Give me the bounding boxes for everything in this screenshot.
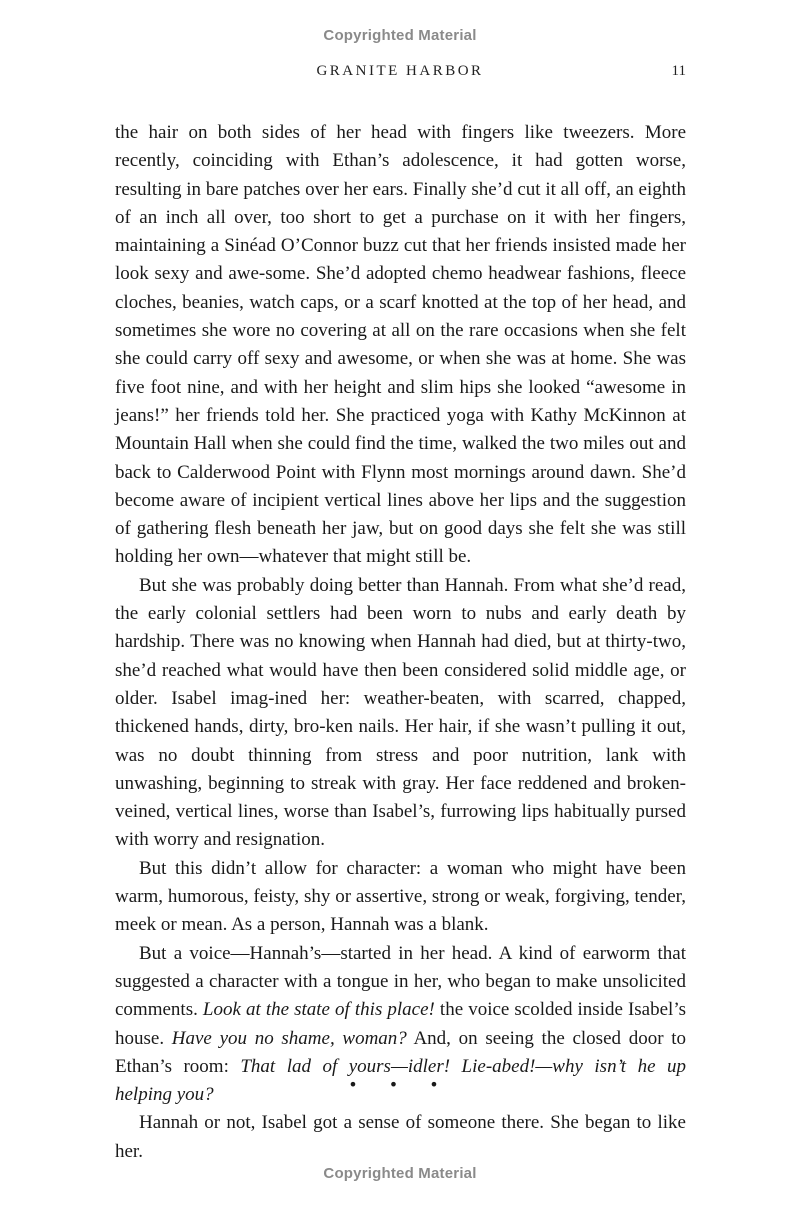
text-run: the voice scolded inside Isabel’s house. bbox=[115, 999, 687, 1049]
text-run: But a voice—Hannah’s—started in her head. A kind of earworm that suggested a character with a tongue in her, who began to make unsolicited comments. bbox=[115, 942, 686, 1021]
paragraph bbox=[115, 572, 686, 855]
text-run: Hannah or not, Isabel got a sense of someone there. She began to like her. bbox=[115, 1112, 686, 1162]
body-text bbox=[115, 119, 686, 1166]
running-head-title: GRANITE HARBOR bbox=[316, 63, 484, 79]
text-run: the hair on both sides of her head with fingers like tweezers. More recently, coinciding with Ethan’s adolescence, it had gotten worse, resulting in bare patches over her ears. Finally she’d cut it all off, an eighth of an inch all over, too short to get a purchase on it with her fingers, maintaining a Sinéad O’Connor buzz cut that her friends insisted made her look sexy and awe-some. She’d adopted chemo headwear fashions, fleece cloches, beanies, watch caps, or a scarf knotted at the top of her head, and sometimes she wore no covering at all on the rare occasions when she felt she could carry off sexy and awesome, or when she was at home. She was five foot nine, and with her height and slim hips she looked “awesome in jeans!” her friends told her. She practiced yoga with Kathy McKinnon at Mountain Hall when she could find the time, walked the two miles out and back to Calderwood Point with Flynn most mornings around dawn. She’d become aware of incipient vertical lines above her lips and the suggestion of gathering flesh beneath her jaw, but on good days she felt she was still holding her own—whatever that might still be. bbox=[115, 122, 686, 568]
section-break-dots: • • • bbox=[348, 1075, 452, 1094]
italic-text-run: That lad of yours—idler! Lie-abed!—why isn’t he up helping you? bbox=[115, 1055, 686, 1106]
italic-text-run: Have you no shame, woman? bbox=[171, 1027, 407, 1049]
page-number: 11 bbox=[671, 63, 686, 79]
copyright-watermark-top: Copyrighted Material bbox=[323, 27, 477, 44]
text-run: But she was probably doing better than Hannah. From what she’d read, the early colonial settlers had been worn to nubs and early death by hardship. There was no knowing when Hannah had died, but at thirty-two, she’d reached what would have then been considered solid middle age, or older. Isabel imag-ined her: weather-beaten, with scarred, chapped, thickened hands, dirty, bro-ken nails. Her hair, if she wasn’t pulling it out, was no doubt thinning from stress and poor nutrition, lank with unwashing, beginning to streak with gray. Her face reddened and broken-veined, vertical lines, worse than Isabel’s, furrowing lips habitually pursed with worry and resignation. bbox=[115, 574, 686, 851]
paragraph bbox=[115, 1109, 686, 1166]
copyright-watermark-bottom: Copyrighted Material bbox=[323, 1165, 477, 1182]
italic-text-run: Look at the state of this place! bbox=[202, 999, 435, 1021]
text-run: But this didn’t allow for character: a woman who might have been warm, humorous, feisty, shy or assertive, strong or weak, forgiving, tender, meek or mean. As a person, Hannah was a blank. bbox=[115, 857, 686, 936]
text-run: And, on seeing the closed door to Ethan’s room: bbox=[115, 1027, 687, 1077]
paragraph bbox=[115, 119, 686, 572]
paragraph bbox=[115, 855, 686, 940]
